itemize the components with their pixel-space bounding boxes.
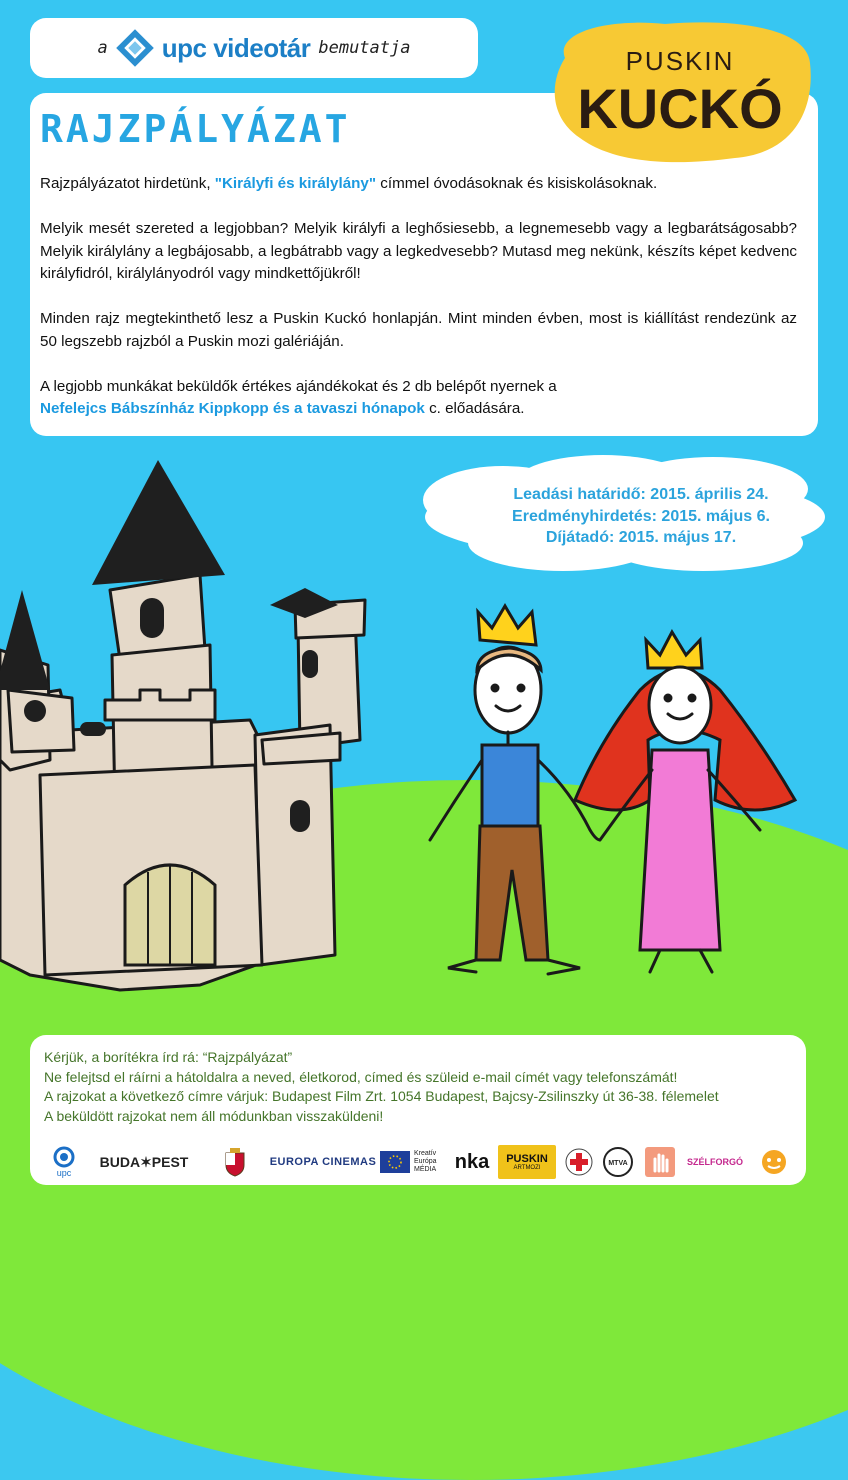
body-text — [40, 173, 797, 443]
kucko-logo-line1: PUSKIN — [625, 46, 735, 76]
film-reel-icon — [116, 29, 154, 67]
nka-logo: nka — [454, 1150, 490, 1173]
paragraph-questions: Melyik mesét szereted a legjobban? Melyik királyfi a leghősiesebb, a legnemesebb vagy a legbarátságosabb? Melyik királylány a legbájosabb, a legbátrabb vagy a legkedvesebb? Mutasd meg nekünk, készíts képet kedvenc királyfidról, királylányodról vagy mindkettőjükről! — [40, 220, 797, 282]
hand-logo — [644, 1145, 676, 1179]
puskin-kucko-logo — [545, 18, 815, 166]
paragraph-prizes — [40, 376, 797, 421]
hungarian-crest-logo — [218, 1145, 252, 1179]
show-name: Nefelejcs Bábszínház Kippkopp és a tavaszi hónapok — [40, 400, 425, 417]
upc-logo — [44, 1145, 84, 1179]
kucko-logo-line2: KUCKÓ — [577, 77, 783, 140]
results-date: Eredményhirdetés: 2015. május 6. — [512, 507, 770, 525]
red-cross-logo — [562, 1145, 596, 1179]
kids-badge-icon — [754, 1148, 794, 1176]
illustration — [0, 440, 848, 1000]
intro-text: Rajzpályázatot hirdetünk, — [40, 175, 215, 192]
return-note: A beküldött rajzokat nem áll módunkban visszaküldeni! — [44, 1107, 384, 1124]
prize-text-end: c. előadására. — [424, 400, 525, 417]
intro-text-end: címmel óvodásoknak és kisiskolásoknak. — [376, 175, 658, 192]
deadline-date: Leadási határidő: 2015. április 24. — [513, 486, 769, 503]
page-title: RAJZPÁLYÁZAT — [40, 107, 351, 151]
mtva-circle-icon — [602, 1146, 634, 1178]
mtva-logo — [600, 1145, 636, 1179]
eu-flag-icon — [380, 1151, 410, 1173]
puskin-logo-text: PUSKIN — [506, 1153, 548, 1165]
creative-europe-logo — [380, 1145, 444, 1179]
info-panel — [30, 1035, 806, 1185]
award-date: Díjátadó: 2015. május 17. — [545, 529, 737, 546]
szelforgo-logo: SZÉLFORGÓ — [687, 1157, 743, 1167]
castle-door — [125, 865, 215, 965]
address-note: A rajzokat a következő címre várjuk: Budapest Film Zrt. 1054 Budapest, Bajcsy-Zsilinszky út 36-38. félemelet — [44, 1088, 719, 1104]
presenter-banner — [30, 18, 478, 78]
creative-europe-text: Kreatív Európa MÉDIA — [414, 1150, 437, 1173]
crest-icon — [224, 1147, 246, 1177]
paragraph-intro — [40, 173, 797, 196]
europa-cinemas-logo: EUROPA CINEMAS — [269, 1156, 377, 1168]
holding-hands — [590, 830, 600, 840]
puskin-artmozi-logo — [498, 1145, 556, 1179]
artmozi-logo-text: ARTMOZI — [513, 1165, 541, 1171]
banner-prefix: a — [97, 38, 108, 58]
sponsor-logos — [44, 1145, 804, 1181]
upc-videotar-brand: upc videotár — [161, 32, 311, 63]
budapest-logo: BUDA✶PEST — [99, 1153, 189, 1170]
red-cross-icon — [564, 1147, 594, 1177]
backside-note: Ne felejtsd el ráírni a hátoldalra a neved, életkorod, címed és szüleid e-mail címét vagy telefonszámát! — [44, 1068, 678, 1085]
submission-notes — [44, 1048, 719, 1126]
envelope-note: Kérjük, a borítékra írd rá: “Rajzpályázat” — [44, 1049, 293, 1065]
hand-icon — [645, 1147, 675, 1177]
kids-logo — [752, 1145, 796, 1179]
upc-logo-text: upc — [56, 1168, 72, 1178]
contest-name: "Királyfi és királylány" — [214, 175, 377, 192]
upc-swirl-icon — [51, 1146, 77, 1168]
prize-text: A legjobb munkákat beküldők értékes ajándékokat és 2 db belépőt nyernek a — [40, 377, 557, 395]
princess-drawing — [575, 632, 795, 972]
mtva-logo-text: MTVA — [608, 1160, 628, 1167]
paragraph-exhibition: Minden rajz megtekinthető lesz a Puskin Kuckó honlapján. Mint minden évben, most is kiállítást rendezünk az 50 legszebb rajzból a Puskin mozi galériáján. — [40, 310, 797, 350]
prince-drawing — [430, 606, 590, 974]
banner-suffix: bemutatja — [318, 38, 411, 58]
